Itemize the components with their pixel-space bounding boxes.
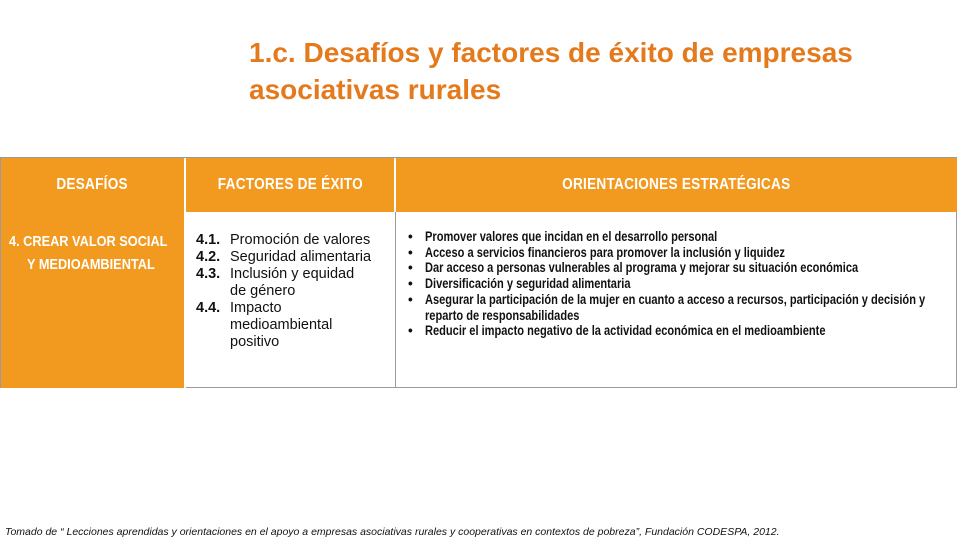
factor-item: 4.4. Impacto medioambiental positivo <box>196 300 333 350</box>
orientation-item: • Dar acceso a personas vulnerables al programa y mejorar su situación económica <box>408 260 859 276</box>
strategy-table <box>0 157 957 388</box>
orientation-item: • Reducir el impacto negativo de la actividad económica en el medioambiente <box>408 323 826 339</box>
header-factores: FACTORES DE ÉXITO <box>186 158 396 212</box>
source-citation: Tomado de “ Lecciones aprendidas y orientaciones en el apoyo a empresas asociativas rurales y cooperativas en contextos de pobreza”, Fundación CODESPA, 2012. <box>5 526 780 538</box>
orientation-item: • Asegurar la participación de la mujer en cuanto a acceso a recursos, participación y decisión y reparto de responsabilidades <box>408 291 926 323</box>
factor-item: 4.1. Promoción de valores <box>196 232 371 248</box>
orientation-item: • Diversificación y seguridad alimentaria <box>408 276 631 292</box>
header-desafios: DESAFÍOS <box>1 158 186 212</box>
factor-item: 4.3. Inclusión y equidad de género <box>196 266 355 299</box>
header-orientaciones: ORIENTACIONES ESTRATÉGICAS <box>396 158 957 212</box>
orientation-item: • Promover valores que incidan en el desarrollo personal <box>408 229 718 244</box>
factor-item: 4.2. Seguridad alimentaria <box>196 249 372 265</box>
factors-cell <box>186 212 396 388</box>
slide-title-line1: 1.c. Desafíos y factores de éxito de empresas <box>249 37 853 68</box>
challenge-line2: Y MEDIOAMBIENTAL <box>27 256 155 273</box>
challenge-cell <box>1 212 186 388</box>
orientation-item: • Acceso a servicios financieros para promover la inclusión y liquidez <box>408 244 785 260</box>
slide-title-line2: asociativas rurales <box>249 74 502 105</box>
challenge-line1: 4. CREAR VALOR SOCIAL <box>9 233 168 250</box>
slide-title <box>249 34 949 108</box>
orientations-cell <box>396 212 957 388</box>
